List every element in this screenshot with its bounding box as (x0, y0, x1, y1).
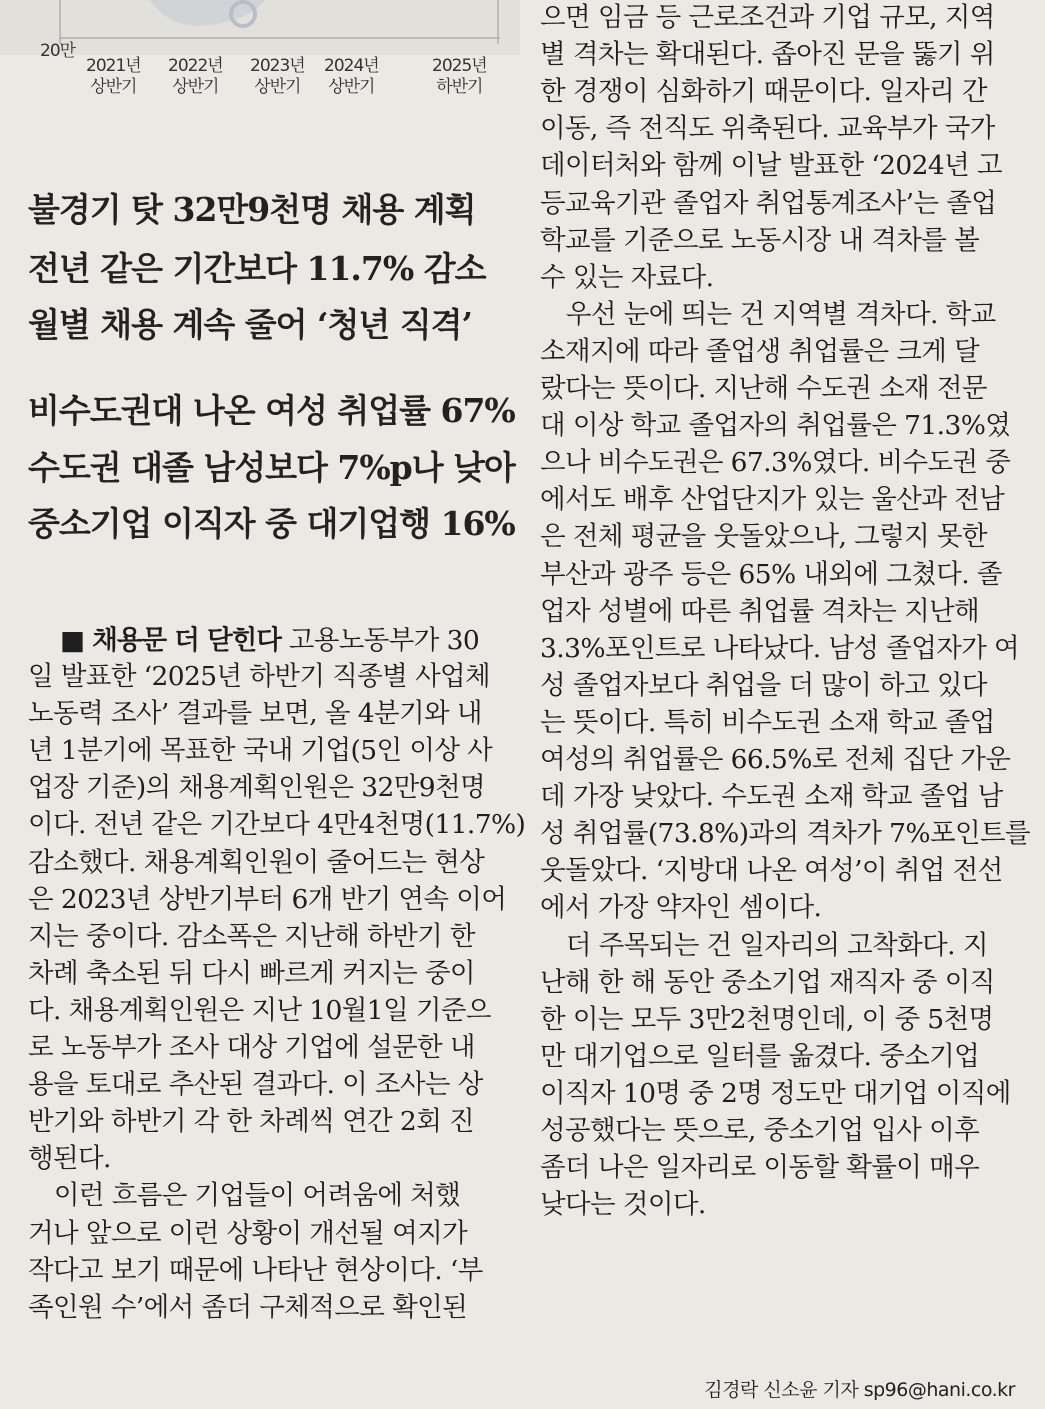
left-column-line: 족인원 수’에서 좀더 구체적으로 확인된 (28, 1291, 468, 1323)
left-column-line: 지는 중이다. 감소폭은 지난해 하반기 한 (28, 920, 475, 952)
right-column-line: 등교육기관 졸업자 취업통계조사’는 졸업 (540, 187, 997, 219)
right-column-line: 이동, 즉 전직도 위축된다. 교육부가 국가 (540, 113, 995, 145)
right-column-line: 소재지에 따라 졸업생 취업률은 크게 달 (540, 335, 980, 367)
x-axis-tick: 2021년 상반기 (86, 56, 141, 97)
right-column-line: 데 가장 낮았다. 수도권 소재 학교 졸업 남 (540, 781, 1003, 813)
right-column-line: 수 있는 자료다. (540, 261, 714, 293)
subheadline-line: 수도권 대졸 남성보다 7%p나 낮아 (28, 448, 515, 487)
lead-text: 고용노동부가 30 (288, 625, 480, 656)
chart-fragment (0, 0, 520, 118)
right-column-line: 부산과 광주 등은 65% 내외에 그쳤다. 졸 (540, 558, 1002, 590)
right-column-line: 는 뜻이다. 특히 비수도권 소재 학교 졸업 (540, 706, 995, 738)
left-column-line: 반기와 하반기 각 한 차례씩 연간 2회 진 (28, 1106, 475, 1138)
byline: 김경락 신소윤 기자 sp96@hani.co.kr (704, 1379, 1015, 1401)
right-column-line: 은 전체 평균을 웃돌았으나, 그렇지 못한 (540, 521, 987, 553)
right-column-line: 웃돌았다. ‘지방대 나온 여성’이 취업 전선 (540, 855, 1003, 887)
right-column-line: 별 격차는 확대된다. 좁아진 문을 뚫기 위 (540, 39, 995, 71)
lead-line (60, 626, 479, 656)
left-column-line: 차례 축소된 뒤 다시 빠르게 커지는 중이 (28, 957, 475, 989)
right-column-line: 낮다는 것이다. (540, 1189, 706, 1221)
right-column-line: 성 취업률(73.8%)과의 격차가 7%포인트를 (540, 818, 1030, 850)
x-axis-tick: 2023년 상반기 (250, 56, 305, 97)
right-column-line: 우선 눈에 띄는 건 지역별 격차다. 학교 (540, 298, 996, 330)
right-column-line: 이직자 10명 중 2명 정도만 대기업 이직에 (540, 1077, 1011, 1109)
left-column-line: 이런 흐름은 기업들이 어려움에 처했 (28, 1180, 461, 1212)
right-column-line: 으면 임금 등 근로조건과 기업 규모, 지역 (540, 2, 995, 33)
right-column-line: 성 졸업자보다 취업을 더 많이 하고 있다 (540, 669, 987, 701)
left-column-line: 용을 토대로 추산된 결과다. 이 조사는 상 (28, 1069, 483, 1101)
right-column-line: 업자 성별에 따른 취업률 격차는 지난해 (540, 595, 980, 627)
left-column-line: 로 노동부가 조사 대상 기업에 설문한 내 (28, 1032, 475, 1063)
right-column-line: 난해 한 해 동안 중소기업 재직자 중 이직 (540, 966, 995, 998)
right-column-line: 으나 비수도권은 67.3%였다. 비수도권 중 (540, 447, 1011, 479)
left-column-line: 년 1분기에 목표한 국내 기업(5인 이상 사 (28, 735, 493, 767)
right-column-line: 더 주목되는 건 일자리의 고착화다. 지 (540, 929, 988, 961)
left-column-line: 거나 앞으로 이런 상황이 개선될 여지가 (28, 1217, 468, 1249)
right-column-line: 한 경쟁이 심화하기 때문이다. 일자리 간 (540, 76, 987, 108)
lead-kicker: 채용문 더 닫힌다 (92, 625, 281, 656)
left-column-line: 행된다. (28, 1143, 111, 1175)
headline-line: 불경기 탓 32만9천명 채용 계획 (28, 190, 476, 229)
right-column-line: 여성의 취업률은 66.5%로 전체 집단 가운 (540, 744, 1011, 775)
x-axis-tick: 2022년 상반기 (168, 56, 223, 97)
right-column-line: 좀더 나은 일자리로 이동할 확률이 매우 (540, 1152, 980, 1184)
left-column-line: 업장 기준)의 채용계획인원은 32만9천명 (28, 772, 485, 804)
square-bullet-icon: ■ (60, 625, 85, 656)
right-column-line: 데이터처와 함께 이날 발표한 ‘2024년 고 (540, 150, 1002, 182)
subheadline-line: 중소기업 이직자 중 대기업행 16% (28, 504, 515, 543)
left-column-line: 은 2023년 상반기부터 6개 반기 연속 이어 (28, 883, 507, 915)
right-column-line: 랐다는 뜻이다. 지난해 수도권 소재 전문 (540, 373, 987, 404)
left-column-line: 일 발표한 ‘2025년 하반기 직종별 사업체 (28, 661, 490, 692)
right-column-line: 성공했다는 뜻으로, 중소기업 입사 이후 (540, 1115, 980, 1146)
headline-line: 월별 채용 계속 줄어 ‘청년 직격’ (28, 305, 472, 344)
left-column-line: 이다. 전년 같은 기간보다 4만4천명(11.7%) (28, 809, 526, 841)
left-column-line: 작다고 보기 때문에 나타난 현상이다. ‘부 (28, 1254, 483, 1286)
right-column-line: 3.3%포인트로 나타났다. 남성 졸업자가 여 (540, 632, 1020, 664)
left-column-line: 노동력 조사’ 결과를 보면, 올 4분기와 내 (28, 698, 482, 730)
left-column-line: 감소했다. 채용계획인원이 줄어드는 현상 (28, 846, 485, 878)
right-column-line: 에서도 배후 산업단지가 있는 울산과 전남 (540, 484, 1005, 516)
left-column-line: 다. 채용계획인원은 지난 10월1일 기준으 (28, 994, 491, 1026)
right-column-line: 대 이상 학교 졸업자의 취업률은 71.3%였 (540, 410, 1011, 442)
right-column-line: 에서 가장 약자인 셈이다. (540, 892, 822, 924)
right-column-line: 학교를 기준으로 노동시장 내 격차를 볼 (540, 224, 980, 256)
subheadline-line: 비수도권대 나온 여성 취업률 67% (28, 391, 515, 430)
x-axis-tick: 2025년 하반기 (432, 56, 487, 97)
x-axis-tick: 2024년 상반기 (324, 56, 379, 97)
right-column-line: 한 이는 모두 3만2천명인데, 이 중 5천명 (540, 1003, 994, 1035)
right-column-line: 만 대기업으로 일터를 옮겼다. 중소기업 (540, 1040, 980, 1072)
y-axis-tick: 20만 (40, 41, 76, 61)
headline-line: 전년 같은 기간보다 11.7% 감소 (28, 249, 486, 288)
